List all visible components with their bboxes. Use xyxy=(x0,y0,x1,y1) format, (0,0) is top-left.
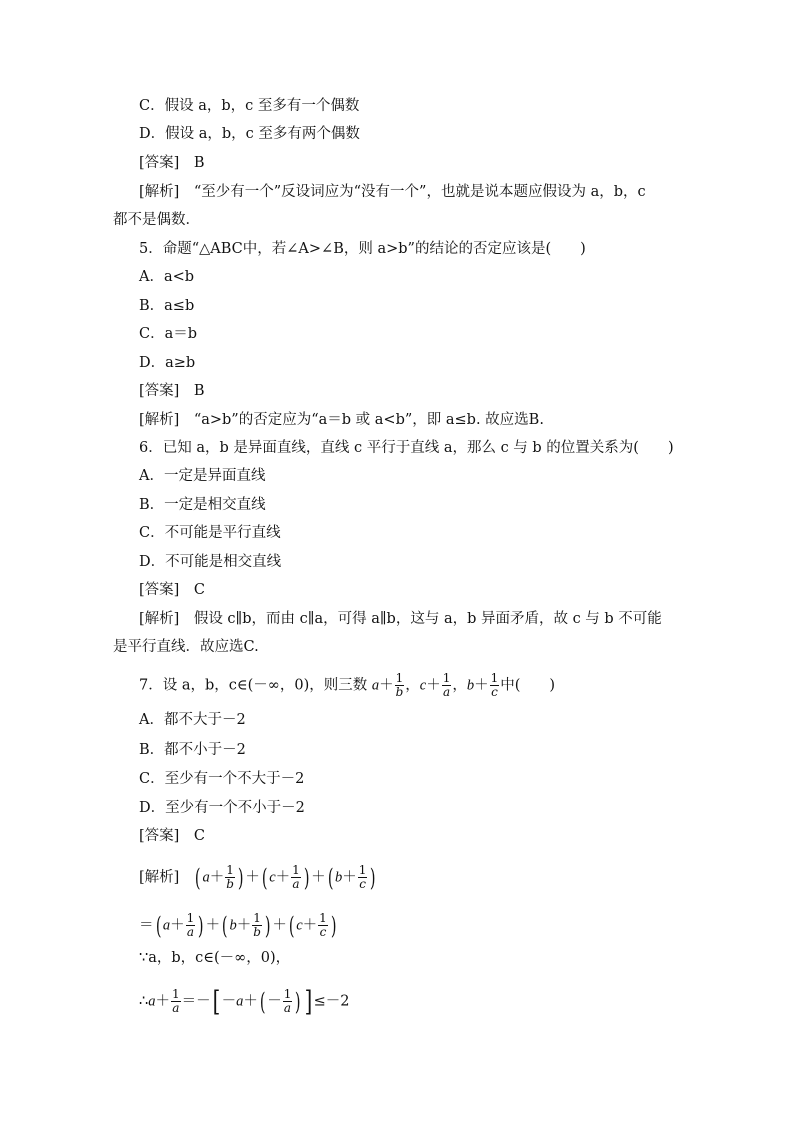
q7-analysis-line1: [解析] ( a＋ $\frac{1}{b}$ ) ＋( c＋ $\frac{1}{a}$ ) ＋( b＋ $\frac{1}{c}$ ) xyxy=(139,863,376,892)
q7-option-d: D．至少有一个不小于－2 xyxy=(139,800,305,816)
q5-option-b: B．a≤b xyxy=(139,298,195,314)
q6-option-b: B．一定是相交直线 xyxy=(139,497,266,513)
q5-option-a: A．a<b xyxy=(139,269,195,285)
q7-option-c: C．至少有一个不大于－2 xyxy=(139,771,305,787)
fraction-1-over-b: $\frac{1}{b}$ xyxy=(395,671,404,699)
q6-stem: 6．已知 a，b 是异面直线，直线 c 平行于直线 a，那么 c 与 b 的位置关系为( ) xyxy=(139,440,674,456)
q4-analysis-line1: [解析] “至少有一个”反设词应为“没有一个”，也就是说本题应假设为 a，b，c xyxy=(139,184,646,200)
q4-answer: [答案] B xyxy=(139,155,205,171)
q6-answer: [答案] C xyxy=(139,582,205,598)
q4-option-c: C．假设 a，b，c 至多有一个偶数 xyxy=(139,98,360,114)
q7-answer: [答案] C xyxy=(139,828,205,844)
q5-analysis: [解析] “a>b”的否定应为“a＝b 或 a<b”，即 a≤b. 故应选B. xyxy=(139,412,544,428)
q6-analysis-line2: 是平行直线．故应选C. xyxy=(113,639,259,655)
q7-analysis-label: [解析] xyxy=(139,869,180,886)
q6-option-c: C．不可能是平行直线 xyxy=(139,525,281,541)
q5-stem: 5．命题“△ABC中，若∠A>∠B，则 a>b”的结论的否定应该是( ) xyxy=(139,241,586,257)
q4-analysis-line2: 都不是偶数． xyxy=(113,212,200,228)
q7-option-b: B．都不小于－2 xyxy=(139,742,246,758)
q6-analysis-line1: [解析] 假设 c∥b，而由 c∥a，可得 a∥b，这与 a，b 异面矛盾，故 c 与 b 不可能 xyxy=(139,611,662,627)
q7-therefore-line: ∴a＋ $\frac{1}{a}$ ＝－[ －a＋( － $\frac{1}{a}$ ) ] ≤－2 xyxy=(139,984,350,1018)
q4-option-d: D．假设 a，b，c 至多有两个偶数 xyxy=(139,126,360,142)
q7-stem: 7．设 a，b，c∈(－∞，0)，则三数 a＋ $\frac{1}{b}$ ，c＋ $\frac{1}{a}$ ，b＋ $\frac{1}{c}$ 中( ) xyxy=(139,671,556,699)
q7-option-a: A．都不大于－2 xyxy=(139,712,246,728)
q6-option-d: D．不可能是相交直线 xyxy=(139,554,282,570)
q7-stem-prefix: 7．设 a，b，c∈(－∞，0)，则三数 xyxy=(139,677,372,694)
fraction-1-over-a: $\frac{1}{a}$ xyxy=(442,671,451,699)
q5-answer: [答案] B xyxy=(139,383,205,399)
q7-stem-suffix: 中( ) xyxy=(500,677,556,694)
q7-analysis-line2: ＝( a＋ $\frac{1}{a}$ ) ＋( b＋ $\frac{1}{b}$ ) ＋( c＋ $\frac{1}{c}$ ) xyxy=(139,911,337,940)
fraction-1-over-c: $\frac{1}{c}$ xyxy=(490,671,499,699)
q6-option-a: A．一定是异面直线 xyxy=(139,468,266,484)
q5-option-c: C．a＝b xyxy=(139,326,198,342)
q5-option-d: D．a≥b xyxy=(139,355,196,371)
q7-because-line: ∵a，b，c∈(－∞，0)， xyxy=(139,950,291,966)
